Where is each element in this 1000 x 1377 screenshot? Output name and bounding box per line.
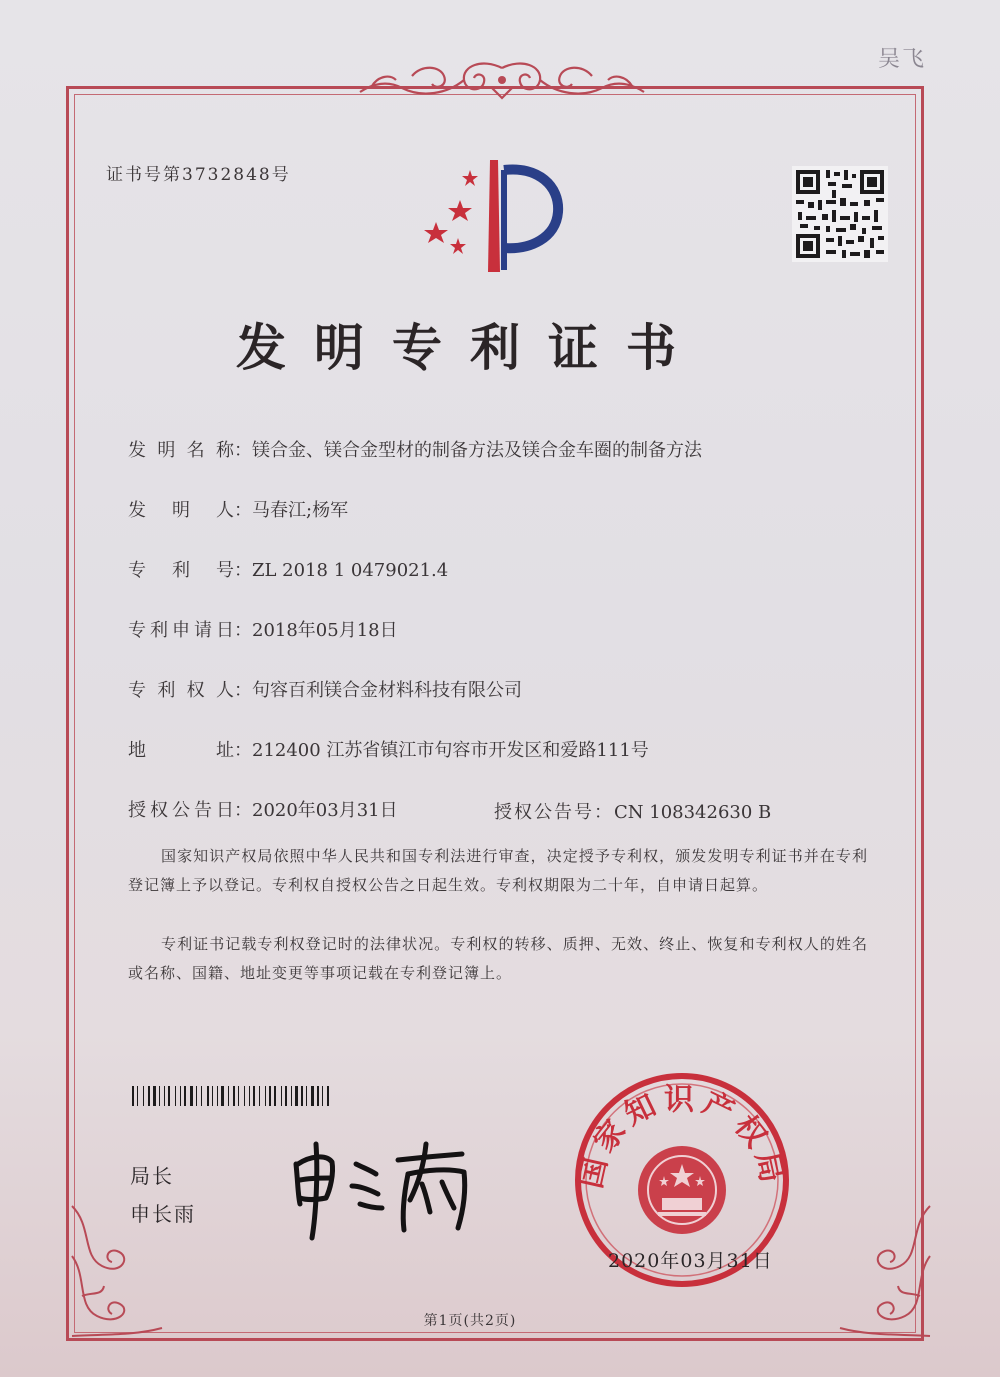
label-char: 请 xyxy=(194,620,212,641)
field-value: 2020年03月31日 xyxy=(252,800,398,821)
label-char: 授 xyxy=(128,800,146,821)
label-char: 专 xyxy=(128,680,146,701)
field-colon: ： xyxy=(234,800,252,821)
barcode-icon xyxy=(132,1086,376,1106)
field-label xyxy=(128,496,234,522)
qr-code-icon xyxy=(792,166,888,262)
field-label xyxy=(128,796,234,822)
field-application-date xyxy=(128,616,398,642)
field-value: 2018年05月18日 xyxy=(252,620,398,641)
label-char: 址 xyxy=(216,740,234,761)
statement-paragraph-2: 专利证书记载专利权登记时的法律状况。专利权的转移、质押、无效、终止、恢复和专利权人的姓名或名称、国籍、地址变更等事项记载在专利登记簿上。 xyxy=(128,935,868,982)
field-label xyxy=(128,556,234,582)
label-char: 人 xyxy=(215,680,234,701)
director-title: 局长 xyxy=(130,1164,174,1188)
label-char: 地 xyxy=(128,740,146,761)
label-char: 申 xyxy=(172,620,190,641)
certificate-number: 证书号第3732848号 xyxy=(106,165,291,185)
label-char: 发 xyxy=(128,440,146,461)
page-title: 发明专利证书 xyxy=(236,319,704,377)
label-char: 明 xyxy=(157,440,176,461)
field-grant-number xyxy=(494,798,771,824)
label-char: 利 xyxy=(150,620,168,641)
label-char: 称 xyxy=(215,440,234,461)
director-signature-icon xyxy=(286,1134,496,1244)
field-label xyxy=(128,676,234,702)
field-inventor xyxy=(128,496,348,522)
label-char: 明 xyxy=(172,500,190,521)
field-colon: ： xyxy=(234,440,252,461)
field-invention-name xyxy=(128,436,702,462)
field-value: 马春江;杨军 xyxy=(252,500,349,521)
field-label: 授权公告号： xyxy=(494,802,614,823)
page-number: 第1页(共2页) xyxy=(423,1313,517,1329)
label-char: 日 xyxy=(216,620,234,641)
seal-text: 国家知识产权局 xyxy=(573,1082,791,1192)
field-value: CN 108342630 B xyxy=(614,802,772,823)
field-grant-date xyxy=(128,796,398,822)
field-value: 镁合金、镁合金型材的制备方法及镁合金车圈的制备方法 xyxy=(252,440,702,461)
label-char: 号 xyxy=(216,560,234,581)
label-char: 名 xyxy=(186,440,205,461)
field-patentee xyxy=(128,676,522,702)
field-value: ZL 2018 1 0479021.4 xyxy=(252,560,449,581)
seal-date: 2020年03月31日 xyxy=(608,1250,773,1272)
label-char: 利 xyxy=(172,560,190,581)
field-label xyxy=(128,436,234,462)
label-char: 利 xyxy=(157,680,176,701)
statement-paragraph-1: 国家知识产权局依照中华人民共和国专利法进行审查，决定授予专利权，颁发发明专利证书并在专利登记簿上予以登记。专利权自授权公告之日起生效。专利权期限为二十年，自申请日起算。 xyxy=(128,847,868,894)
field-value: 212400 江苏省镇江市句容市开发区和爱路111号 xyxy=(252,740,649,761)
field-colon: ： xyxy=(234,740,252,761)
top-ornament-icon xyxy=(352,58,652,108)
label-char: 专 xyxy=(128,620,146,641)
field-colon: ： xyxy=(234,560,252,581)
label-char: 公 xyxy=(172,800,190,821)
director-name: 申长雨 xyxy=(130,1202,196,1226)
label-char: 权 xyxy=(186,680,205,701)
label-char: 人 xyxy=(216,500,234,521)
label-char: 权 xyxy=(150,800,168,821)
field-address xyxy=(128,736,649,762)
handwritten-mark: 吴飞 xyxy=(878,47,927,72)
field-value: 句容百利镁合金材料科技有限公司 xyxy=(252,680,522,701)
label-char: 告 xyxy=(194,800,212,821)
patent-office-logo-icon xyxy=(418,152,568,282)
field-colon: ： xyxy=(234,500,252,521)
label-char: 专 xyxy=(128,560,146,581)
field-label xyxy=(128,616,234,642)
label-char: 日 xyxy=(216,800,234,821)
field-patent-number xyxy=(128,556,448,582)
field-colon: ： xyxy=(234,680,252,701)
label-char: 发 xyxy=(128,500,146,521)
field-colon: ： xyxy=(234,620,252,641)
field-label xyxy=(128,736,234,762)
